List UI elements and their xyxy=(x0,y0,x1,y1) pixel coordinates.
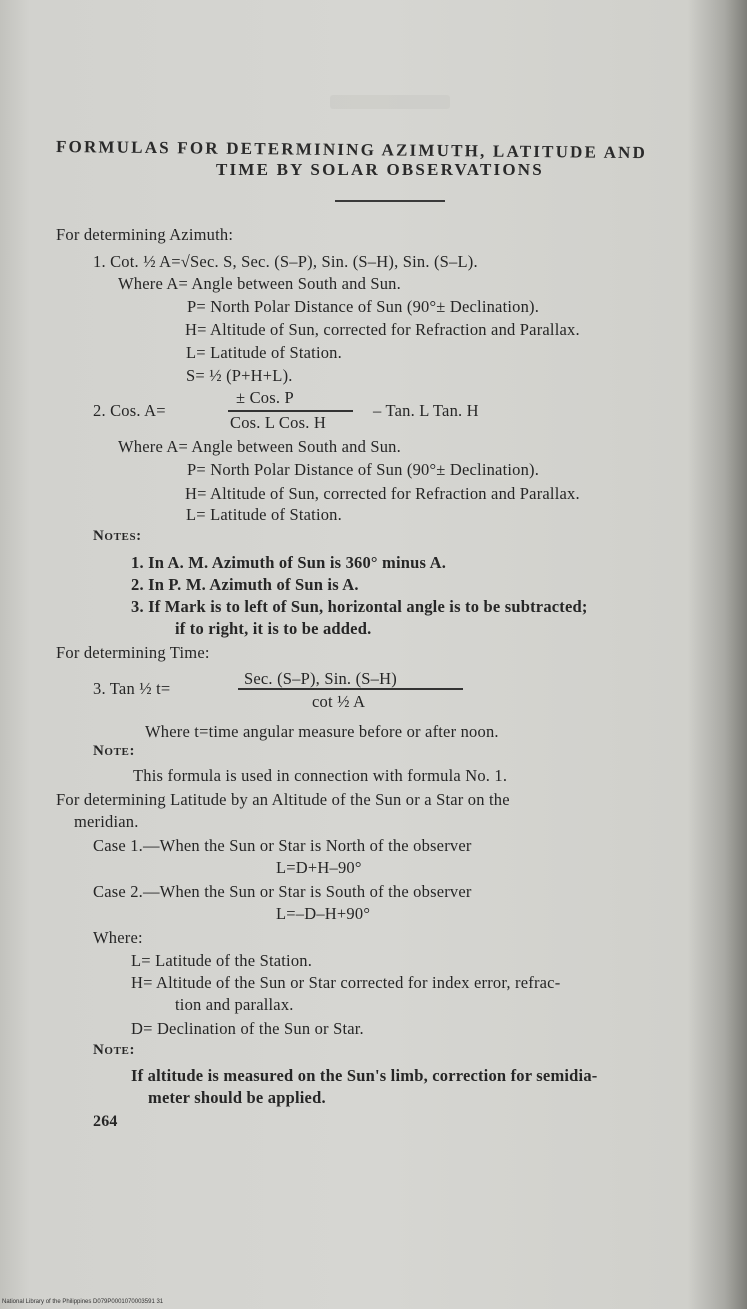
f2-denominator: Cos. L Cos. H xyxy=(230,413,326,432)
notes-label: Notes: xyxy=(93,528,142,544)
time-note-label: Note: xyxy=(93,743,136,759)
f2-numerator: ± Cos. P xyxy=(236,388,294,407)
f3-fraction-bar xyxy=(238,688,463,690)
time-heading: For determining Time: xyxy=(56,643,210,662)
latitude-heading-2: meridian. xyxy=(74,812,139,831)
case-1: Case 1.—When the Sun or Star is North of the observer xyxy=(93,836,472,855)
title-line-1: FORMULAS FOR DETERMINING AZIMUTH, LATITUDE AND xyxy=(55,137,648,163)
f2-left: 2. Cos. A= xyxy=(93,401,166,420)
case-1-equation: L=D+H–90° xyxy=(276,858,362,877)
title-line-2: TIME BY SOLAR OBSERVATIONS xyxy=(216,160,544,179)
f3-left: 3. Tan ½ t= xyxy=(93,679,171,698)
note-3a: 3. If Mark is to left of Sun, horizontal angle is to be subtracted; xyxy=(131,597,588,616)
azimuth-heading: For determining Azimuth: xyxy=(56,225,234,244)
where-h-2: tion and parallax. xyxy=(175,995,294,1014)
page-number: 264 xyxy=(93,1113,118,1130)
f1-l: L= Latitude of Station. xyxy=(186,343,342,362)
f1-h: H= Altitude of Sun, corrected for Refraction and Parallax. xyxy=(185,320,580,339)
note-2: 2. In P. M. Azimuth of Sun is A. xyxy=(131,575,359,594)
note-1: 1. In A. M. Azimuth of Sun is 360° minus A. xyxy=(131,553,447,572)
f2-fraction-bar xyxy=(228,410,353,412)
latitude-note-1: If altitude is measured on the Sun's limb, correction for semidia- xyxy=(131,1066,598,1085)
latitude-note-2: meter should be applied. xyxy=(148,1088,326,1107)
where-h-1: H= Altitude of the Sun or Star corrected for index error, refrac- xyxy=(131,973,561,992)
time-note-text: This formula is used in connection with formula No. 1. xyxy=(133,766,508,785)
latitude-heading-1: For determining Latitude by an Altitude of the Sun or a Star on the xyxy=(56,790,510,809)
f2-h: H= Altitude of Sun, corrected for Refraction and Parallax. xyxy=(185,484,580,503)
case-2-equation: L=–D–H+90° xyxy=(276,904,371,923)
latitude-where: Where: xyxy=(93,928,143,947)
where-d: D= Declination of the Sun or Star. xyxy=(131,1019,364,1038)
f2-p: P= North Polar Distance of Sun (90°± Declination). xyxy=(187,460,540,479)
f1-p: P= North Polar Distance of Sun (90°± Declination). xyxy=(187,297,540,316)
where-l: L= Latitude of the Station. xyxy=(131,951,313,970)
scan-footer: National Library of the Philippines D079P0001070003591 31 xyxy=(2,1299,164,1305)
show-through-shadow xyxy=(330,95,450,109)
case-2: Case 2.—When the Sun or Star is South of the observer xyxy=(93,882,472,901)
f3-numerator: Sec. (S–P), Sin. (S–H) xyxy=(244,669,397,688)
f1-s: S= ½ (P+H+L). xyxy=(186,366,293,385)
title-rule xyxy=(335,200,445,202)
f2-l: L= Latitude of Station. xyxy=(186,505,342,524)
f3-denominator: cot ½ A xyxy=(312,692,366,711)
note-3b: if to right, it is to be added. xyxy=(175,619,372,638)
f3-where: Where t=time angular measure before or after noon. xyxy=(145,722,499,741)
formula-1: 1. Cot. ½ A=√Sec. S, Sec. (S–P), Sin. (S–H), Sin. (S–L). xyxy=(93,252,478,271)
f2-tail: – Tan. L Tan. H xyxy=(373,401,479,420)
f2-where-a: Where A= Angle between South and Sun. xyxy=(118,437,401,456)
f1-where-a: Where A= Angle between South and Sun. xyxy=(118,274,401,293)
latitude-note-label: Note: xyxy=(93,1042,136,1058)
